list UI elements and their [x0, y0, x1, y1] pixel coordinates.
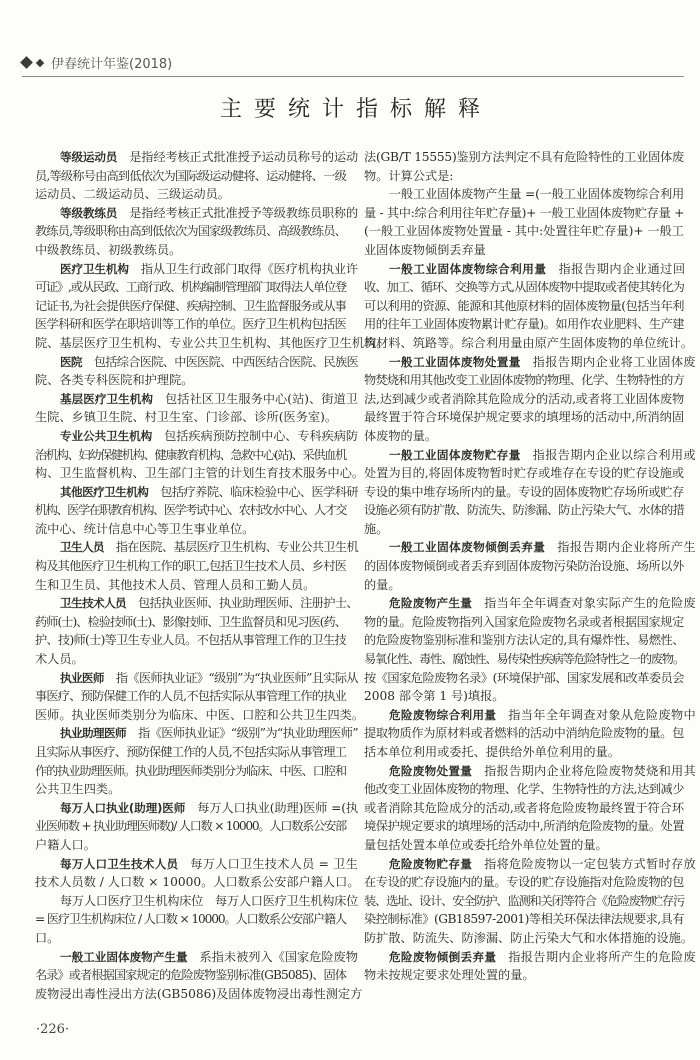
- line-text: 生院、乡镇卫生院、村卫生室、门诊部、诊所(医务室)。: [35, 410, 338, 425]
- term-heading: 执业助理医师: [60, 726, 127, 741]
- text-line: [35, 873, 360, 892]
- line-text: 指《医师执业证》“级别”为“执业助理医师”: [138, 726, 358, 741]
- definition-entry: [364, 855, 696, 948]
- line-text: 名录》或者根据国家规定的危险废物鉴别标准(GB5085)、固体: [35, 968, 346, 983]
- term-heading: 每万人口卫生技术人员: [60, 856, 179, 871]
- line-text: 的危险废物鉴别标准和鉴别方法认定的,具有爆炸性、易燃性、: [364, 633, 684, 648]
- text-line: [35, 315, 346, 334]
- text-line: [35, 483, 358, 502]
- line-text: 指从卫生行政部门取得《医疗机构执业许: [140, 261, 358, 276]
- line-text: 是指经考核正式批准授予等级教练员职称的: [129, 205, 358, 220]
- text-line: [364, 538, 696, 557]
- text-line: [35, 780, 346, 799]
- text-line: [35, 650, 346, 669]
- line-text: 记证书,为社会提供医疗保健、疾病控制、卫生监督服务或从事: [35, 298, 346, 313]
- term-heading: 危险废物贮存量: [389, 856, 473, 871]
- text-line: [364, 948, 696, 967]
- line-text: 医学科研和医学在职培训等工作的单位。医疗卫生机构包括医: [35, 317, 346, 332]
- line-text: 包括疗养院、临床检验中心、医学科研: [160, 484, 358, 499]
- definition-entry: [35, 669, 365, 725]
- text-line: [364, 687, 684, 706]
- line-text: 指报告期内企业将危险废物焚烧和用其: [484, 763, 696, 778]
- text-line: [364, 371, 684, 390]
- text-line: [35, 538, 358, 557]
- text-line: [364, 167, 684, 186]
- line-text: 物的量。危险废物指列入国家危险废物名录或者根据国家规定: [364, 614, 684, 629]
- text-line: [364, 724, 684, 743]
- definition-entry: [35, 260, 389, 353]
- text-line: [364, 315, 684, 334]
- line-text: 专设的集中堆存场所内的量。专设的固体废物贮存场所或贮存: [364, 484, 684, 499]
- line-text: 指《医师执业证》“级别”为“执业医师”且实际从: [115, 670, 358, 685]
- text-line: [364, 334, 694, 353]
- diamond-icon: [20, 56, 33, 69]
- term-heading: 每万人口执业(助理)医师: [60, 800, 186, 815]
- text-line: [364, 966, 684, 985]
- line-text: 2008 部令第 1 号)填报。: [364, 689, 505, 704]
- definition-entry: [364, 353, 696, 446]
- line-text: 运动员、二级运动员、三级运动员。: [35, 187, 230, 202]
- line-text: 的量。: [364, 577, 401, 592]
- line-text: 治机构、妇幼保健机构、健康教育机构、急救中心(站)、采供血机: [35, 447, 346, 462]
- text-line: [364, 743, 684, 762]
- text-line: [364, 501, 684, 520]
- text-line: [35, 353, 358, 372]
- line-text: 口。: [35, 930, 60, 945]
- line-text: 筑材料、筑路等。综合利用量由原产生固体废物的单位统计。: [364, 335, 694, 350]
- text-line: [35, 966, 346, 985]
- definition-entry: [35, 390, 358, 427]
- text-line: [364, 799, 684, 818]
- line-text: 生和卫生员、其他技术人员、管理人员和工勤人员。: [35, 577, 316, 592]
- text-line: [364, 780, 684, 799]
- line-text: 员,等级称号由高到低依次为国际级运动健将、运动健将、一级: [35, 168, 346, 183]
- line-text: 是指经考核正式批准授予运动员称号的运动: [129, 150, 358, 164]
- text-line: [35, 334, 389, 353]
- line-text: 且实际从事医疗、预防保健工作的人员,不包括实际从事管理工: [35, 745, 346, 759]
- definition-entry: [35, 855, 360, 892]
- line-text: 户籍人口。: [35, 837, 96, 852]
- text-line: [364, 557, 684, 576]
- line-text: 指报告期内企业将所产生: [557, 540, 696, 555]
- line-text: 每万人口卫生技术人员 = 卫生: [190, 856, 358, 871]
- running-title: 伊春统计年鉴(2018): [51, 57, 173, 72]
- line-text: 收、加工、循环、交换等方式,从固体废物中提取或者使其转化为: [364, 280, 684, 295]
- line-text: 中级教练员、初级教练员。: [35, 242, 182, 257]
- text-line: [364, 762, 696, 781]
- line-text: 技术人员数 / 人口数 × 10000。人口数系公安部户籍人口。: [35, 875, 360, 890]
- definition-entry: [35, 483, 358, 539]
- text-line: [364, 817, 684, 836]
- line-text: 一般工业固体废物产生量 =(一般工业固体废物综合利用: [389, 187, 684, 202]
- line-text: 指将危险废物以一定包装方式暂时存放: [484, 856, 696, 871]
- text-line: [35, 594, 358, 613]
- line-text: 指报告期内企业将工业固体废: [532, 354, 696, 369]
- text-line: [364, 278, 684, 297]
- text-line: [35, 669, 358, 688]
- term-heading: 专业公共卫生机构: [60, 428, 153, 443]
- term-heading: 医院: [60, 354, 82, 369]
- line-text: 医师。执业医师类别分为临床、中医、口腔和公共卫生四类。: [35, 707, 365, 722]
- term-heading: 等级运动员: [60, 150, 118, 164]
- running-header: [22, 54, 684, 77]
- line-text: 防扩散、防流失、防渗漏、防止污染大气和水体措施的设施。: [364, 930, 694, 945]
- definition-entry: [364, 148, 684, 185]
- line-text: 作的执业助理医师。执业助理医师类别分为临床、中医、口腔和: [35, 763, 346, 778]
- text-line: [364, 148, 684, 167]
- term-heading: 卫生技术人员: [60, 596, 126, 611]
- line-text: 事医疗、预防保健工作的人员,不包括实际从事管理工作的执业: [35, 689, 346, 704]
- line-text: 施。: [364, 521, 389, 536]
- text-line: [364, 408, 684, 427]
- term-heading: 危险废物处置量: [389, 763, 473, 778]
- line-text: 法,达到减少或者消除其危险成分的活动,或者将工业固体废物: [364, 391, 684, 406]
- line-text: 的固体废物倾倒或者丢弃到固体废物污染防治设施、场所以外: [364, 559, 684, 574]
- text-line: [364, 594, 696, 613]
- line-text: 构及其他医疗卫生机构工作的职工,包括卫生技术人员、乡村医: [35, 559, 346, 574]
- term-heading: 执业医师: [60, 670, 104, 685]
- definition-entry: [35, 353, 358, 390]
- text-line: [364, 241, 684, 260]
- text-line: [35, 260, 358, 279]
- term-heading: 危险废物产生量: [389, 596, 473, 611]
- definition-entry: [364, 260, 694, 353]
- term-heading: 卫生人员: [60, 540, 104, 555]
- text-line: [35, 297, 346, 316]
- term-heading: 一般工业固体废物产生量: [60, 949, 188, 964]
- text-line: [364, 873, 684, 892]
- text-line: [35, 762, 346, 781]
- line-text: 指当年全年调查对象从危险废物中: [508, 707, 696, 722]
- definition-entry: [364, 446, 696, 539]
- line-text: 包括执业医师、执业助理医师、注册护士、: [137, 596, 358, 611]
- text-line: [35, 520, 346, 539]
- text-line: [364, 892, 684, 911]
- line-text: 业固体废物倾倒丢弃量: [364, 242, 486, 257]
- line-text: 护、技)师(士)等卫生专业人员。不包括从事管理工作的卫生技: [35, 633, 346, 648]
- definition-entry: [35, 892, 358, 948]
- text-line: [35, 724, 358, 743]
- line-text: 指报告期内企业以综合利用或: [532, 447, 696, 462]
- term-heading: 危险废物倾倒丢弃量: [389, 949, 497, 964]
- term-heading: 一般工业固体废物综合利用量: [389, 261, 547, 276]
- line-text: 括本单位利用或委托、提供给外单位利用的量。: [364, 745, 620, 759]
- line-text: (一般工业固体废物处置量 - 其中:处置往年贮存量)+ 一般工: [364, 224, 684, 239]
- text-line: [35, 687, 346, 706]
- definition-entry: [35, 594, 358, 668]
- term-heading: 每万人口医疗卫生机构床位: [60, 893, 203, 908]
- text-line: [35, 408, 346, 427]
- line-text: 业医师数 + 执业助理医师数)/ 人口数 × 10000。人口数系公安部: [35, 819, 346, 834]
- line-text: 指报告期内企业将所产生的危险废: [508, 949, 696, 964]
- line-text: 量包括处置本单位或委托给外单位处置的量。: [364, 837, 608, 852]
- line-text: 包括社区卫生服务中心(站)、街道卫: [165, 391, 358, 406]
- text-line: [35, 817, 346, 836]
- text-line: [35, 631, 346, 650]
- line-text: 物焚烧和用其他改变工业固体废物的物理、化学、生物特性的方: [364, 373, 684, 388]
- text-line: [35, 613, 346, 632]
- text-line: [35, 910, 346, 929]
- line-text: 处置为目的,将固体废物暂时贮存或堆存在专设的贮存设施或: [364, 466, 684, 481]
- line-text: 院、各类专科医院和护理院。: [35, 373, 194, 388]
- term-heading: 医疗卫生机构: [60, 261, 129, 276]
- text-line: [35, 427, 358, 446]
- text-line: [35, 278, 346, 297]
- line-text: 体废物的量。: [364, 428, 438, 443]
- definition-entry: [35, 427, 365, 483]
- text-line: [364, 464, 684, 483]
- line-text: 指在医院、基层医疗卫生机构、专业公共卫生机: [115, 540, 358, 555]
- line-text: 染控制标准》(GB18597-2001)等相关环保法律法规要求,具有: [364, 912, 684, 927]
- text-line: [35, 204, 358, 223]
- line-text: 用的往年工业固体废物累计贮存量)。如用作农业肥料、生产建: [364, 317, 684, 332]
- text-line: [364, 706, 696, 725]
- line-text: 流中心、统计信息中心等卫生事业单位。: [35, 521, 255, 536]
- text-line: [364, 353, 696, 372]
- definition-entry: [35, 148, 358, 204]
- definition-entry: [35, 948, 363, 1004]
- definition-entry: [364, 538, 696, 594]
- line-text: 法(GB/T 15555)鉴别方法判定不具有危险特性的工业固体废: [364, 150, 684, 164]
- line-text: 废物浸出毒性浸出方法(GB5086)及固体废物浸出毒性测定方: [35, 986, 363, 1001]
- text-line: [35, 557, 346, 576]
- text-line: [364, 204, 684, 223]
- definition-entry: [364, 185, 684, 259]
- line-text: = 医疗卫生机构床位 / 人口数 × 10000。人口数系公安部户籍人: [35, 912, 346, 927]
- term-heading: 其他医疗卫生机构: [60, 484, 149, 499]
- text-line: [35, 241, 346, 260]
- text-line: [35, 167, 346, 186]
- line-text: 院、基层医疗卫生机构、专业公共卫生机构、其他医疗卫生机构。: [35, 335, 389, 350]
- line-text: 或者消除其危险成分的活动,或者将危险废物最终置于符合环: [364, 800, 684, 815]
- line-text: 物。计算公式是:: [364, 168, 454, 183]
- text-line: [35, 185, 346, 204]
- line-text: 易氧化性、毒性、腐蚀性、易传染性疾病等危险特性之一的废物。: [364, 652, 684, 667]
- line-text: 物未按规定要求处理处置的量。: [364, 968, 535, 983]
- line-text: 指报告期内企业通过回: [558, 261, 686, 276]
- text-line: [364, 855, 696, 874]
- term-heading: 一般工业固体废物倾倒丢弃量: [389, 540, 546, 555]
- text-line: [35, 948, 358, 967]
- line-text: 他改变工业固体废物的物理、化学、生物特性的方法,达到减少: [364, 782, 684, 797]
- line-text: 最终置于符合环境保护规定要求的填埋场的活动中,所消纳固: [364, 410, 684, 425]
- line-text: 药师(士)、检验技师(士)、影像技师、卫生监督员和见习医(药、: [35, 614, 346, 629]
- definition-entry: [35, 538, 358, 594]
- line-text: 可以利用的资源、能源和其他原材料的固体废物量(包括当年利: [364, 298, 684, 313]
- text-line: [364, 650, 684, 669]
- line-text: 系指未被列入《国家危险废物: [199, 949, 358, 964]
- text-line: [35, 371, 346, 390]
- line-text: 公共卫生四类。: [35, 782, 121, 797]
- definition-entry: [35, 799, 358, 855]
- term-heading: 危险废物综合利用量: [389, 707, 497, 722]
- text-line: [35, 836, 346, 855]
- text-line: [35, 501, 346, 520]
- definition-entry: [364, 706, 696, 762]
- line-text: 教练员,等级职称由高到低依次为国家级教练员、高级教练员、: [35, 224, 346, 239]
- line-text: 按《国家危险废物名录》(环境保护部、国家发展和改革委员会: [364, 670, 684, 685]
- text-line: [364, 222, 684, 241]
- text-line: [364, 631, 684, 650]
- text-line: [35, 390, 358, 409]
- line-text: 设施必须有防扩散、防流失、防渗漏、防止污染大气、水体的措: [364, 503, 684, 518]
- line-text: 提取物质作为原材料或者燃料的活动中消纳危险废物的量。包: [364, 726, 684, 741]
- line-text: 境保护规定要求的填埋场的活动中,所消纳危险废物的量。处置: [364, 819, 684, 834]
- right-column: [364, 148, 696, 985]
- text-line: [364, 446, 696, 465]
- line-text: 在专设的贮存设施内的量。专设的贮存设施指对危险废物的包: [364, 875, 684, 890]
- definition-entry: [364, 948, 696, 985]
- line-text: 每万人口执业(助理)医师 =(执: [197, 800, 358, 815]
- text-line: [35, 446, 346, 465]
- line-text: 量 - 其中:综合利用往年贮存量)+ 一般工业固体废物贮存量 +: [364, 205, 684, 220]
- text-line: [364, 185, 684, 204]
- line-text: 装、选址、设计、安全防护、监测和关闭等符合《危险废物贮存污: [364, 893, 684, 908]
- text-line: [364, 390, 684, 409]
- text-line: [364, 576, 684, 595]
- text-line: [364, 427, 684, 446]
- text-line: [35, 576, 346, 595]
- line-text: 每万人口医疗卫生机构床位: [215, 893, 358, 908]
- definition-entry: [35, 724, 358, 798]
- text-line: [364, 297, 684, 316]
- text-line: [364, 910, 684, 929]
- diamond-icon: [36, 59, 44, 67]
- text-line: [364, 669, 684, 688]
- page-number: ·226·: [36, 1022, 70, 1037]
- line-text: 术人员。: [35, 652, 84, 667]
- text-line: [35, 985, 363, 1004]
- text-line: [35, 929, 346, 948]
- line-text: 机构、医学在职教育机构、医学考试中心、农村改水中心、人才交: [35, 503, 346, 518]
- line-text: 构、卫生监督机构、卫生部门主管的计划生育技术服务中心。: [35, 466, 365, 481]
- text-line: [35, 855, 358, 874]
- text-line: [35, 799, 358, 818]
- term-heading: 等级教练员: [60, 205, 118, 220]
- text-line: [35, 148, 358, 167]
- term-heading: 一般工业固体废物贮存量: [389, 447, 521, 462]
- term-heading: 一般工业固体废物处置量: [389, 354, 521, 369]
- text-line: [35, 706, 365, 725]
- text-line: [364, 929, 694, 948]
- text-line: [364, 836, 684, 855]
- text-line: [364, 613, 684, 632]
- line-text: 包括综合医院、中医医院、中西医结合医院、民族医: [93, 354, 358, 369]
- definition-entry: [364, 762, 696, 855]
- text-line: [35, 743, 346, 762]
- text-line: [35, 464, 365, 483]
- text-line: [35, 222, 346, 241]
- text-line: [35, 892, 358, 911]
- line-text: 包括疾病预防控制中心、专科疾病防: [164, 428, 358, 443]
- text-line: [364, 520, 684, 539]
- text-line: [364, 260, 684, 279]
- text-line: [364, 483, 684, 502]
- definition-entry: [364, 594, 696, 706]
- page-title: 主要统计指标解释: [219, 97, 492, 122]
- term-heading: 基层医疗卫生机构: [60, 391, 154, 406]
- line-text: 可证》,或从民政、工商行政、机构编制管理部门取得法人单位登: [35, 280, 346, 295]
- definition-entry: [35, 204, 358, 260]
- line-text: 指当年全年调查对象实际产生的危险废: [484, 596, 696, 611]
